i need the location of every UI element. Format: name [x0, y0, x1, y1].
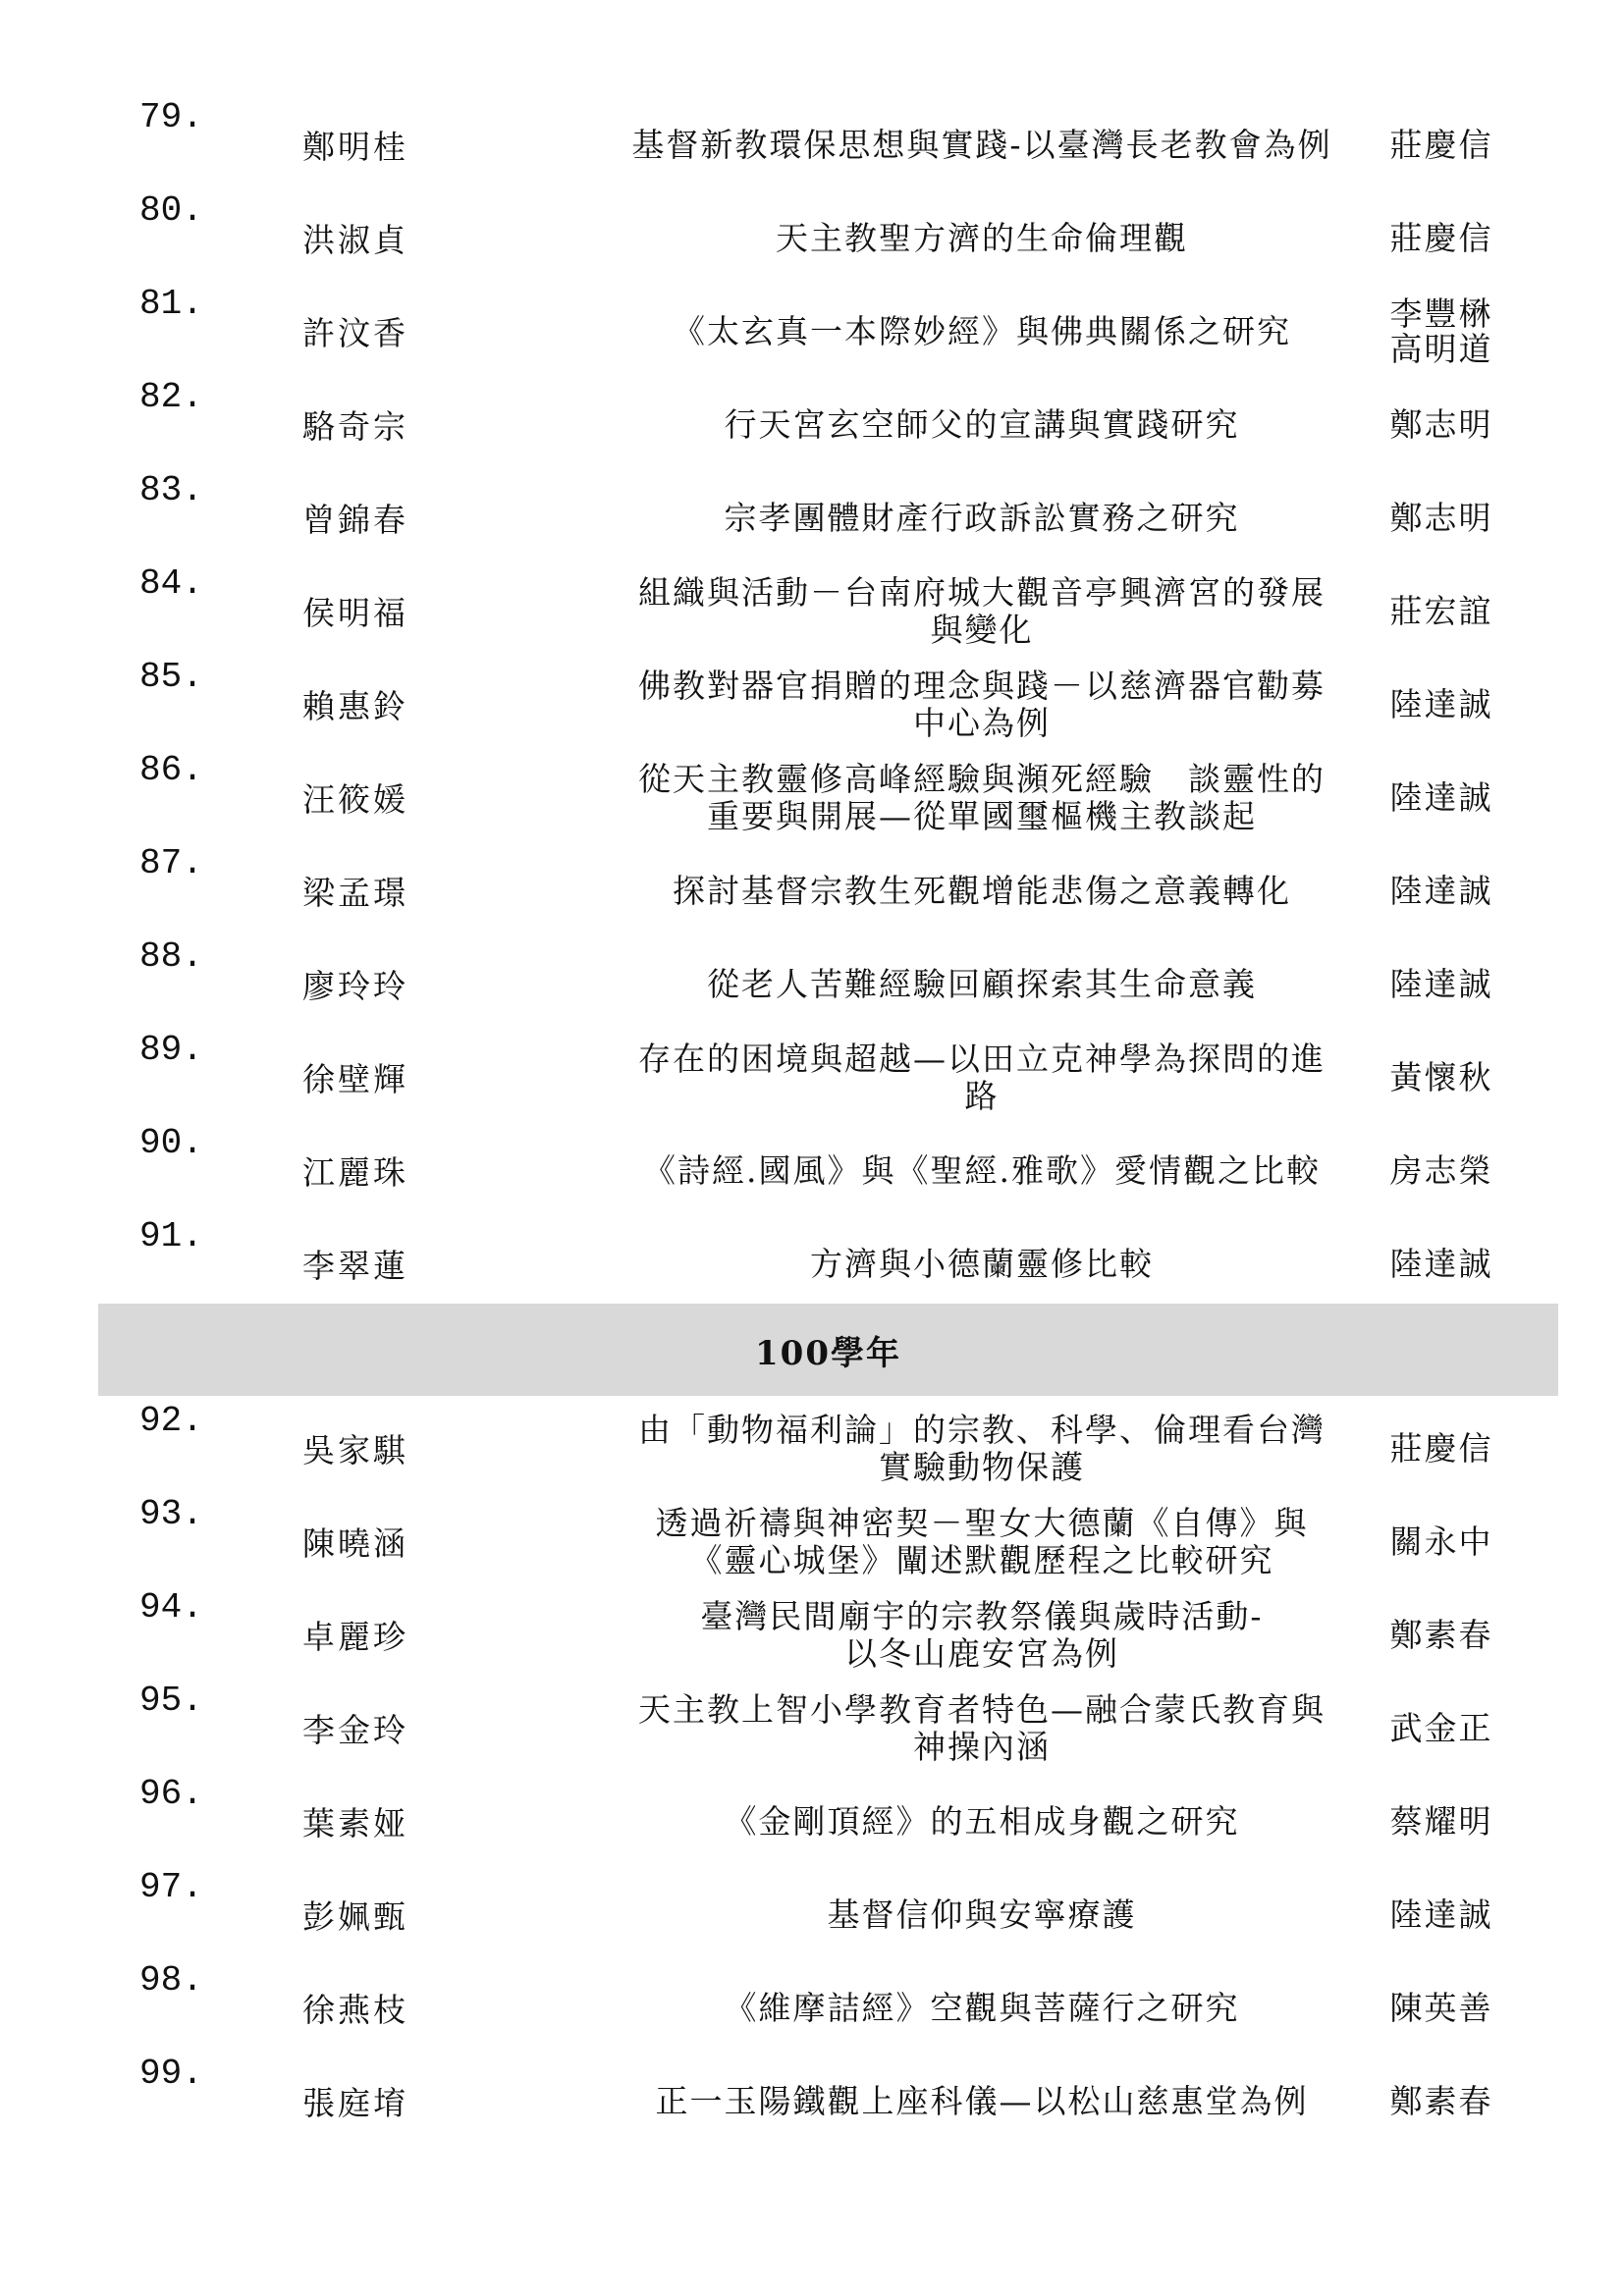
advisor-name: [1353, 751, 1530, 844]
advisor-name-line: 陸達誠: [1389, 964, 1493, 1003]
advisor-name: [1353, 471, 1530, 564]
row-number: 96.: [139, 1774, 203, 1814]
thesis-title-line: 重要與開展—從單國璽樞機主教談起: [707, 796, 1257, 835]
thesis-row: [98, 1124, 1561, 1217]
student-name: 卓麗珍: [302, 1618, 408, 1656]
advisor-name-line: 莊慶信: [1389, 218, 1493, 257]
advisor-name: [1353, 937, 1530, 1031]
thesis-title-line: 《維摩詰經》空觀與菩薩行之研究: [724, 1988, 1240, 2027]
advisor-name: [1353, 1402, 1530, 1495]
advisor-name: [1353, 1031, 1530, 1124]
thesis-row: [98, 1402, 1561, 1495]
thesis-title-line: 基督新教環保思想與實踐-以臺灣長老教會為例: [631, 125, 1332, 164]
thesis-row: [98, 191, 1561, 285]
thesis-title-line: 中心為例: [913, 703, 1051, 742]
thesis-title-line: 從天主教靈修高峰經驗與瀕死經驗 談靈性的: [638, 759, 1326, 798]
thesis-title: [491, 1868, 1473, 1961]
student-name: 廖玲玲: [302, 967, 408, 1005]
advisor-name-line: 房志榮: [1389, 1150, 1493, 1190]
advisor-name-line: 黃懷秋: [1389, 1057, 1493, 1096]
row-number: 91.: [139, 1216, 203, 1256]
student-name: 賴惠鈴: [302, 687, 408, 725]
thesis-title: [491, 751, 1473, 844]
thesis-title: [491, 98, 1473, 191]
advisor-name: [1353, 285, 1530, 378]
thesis-title-line: 天主教聖方濟的生命倫理觀: [776, 218, 1188, 257]
row-number: 95.: [139, 1681, 203, 1721]
thesis-row: [98, 98, 1561, 191]
advisor-name-line: 鄭志明: [1389, 404, 1493, 444]
thesis-title: [491, 1124, 1473, 1217]
thesis-title-line: 《詩經.國風》與《聖經.雅歌》愛情觀之比較: [643, 1150, 1321, 1190]
thesis-title-line: 從老人苦難經驗回顧探索其生命意義: [707, 964, 1257, 1003]
thesis-title-line: 透過祈禱與神密契－聖女大德蘭《自傳》與: [655, 1503, 1309, 1542]
thesis-row: [98, 2055, 1561, 2148]
thesis-row: [98, 1031, 1561, 1124]
thesis-title-line: 天主教上智小學教育者特色—融合蒙氏教育與: [638, 1689, 1326, 1729]
thesis-row: [98, 751, 1561, 844]
thesis-title-line: 路: [964, 1076, 1000, 1115]
advisor-name: [1353, 98, 1530, 191]
row-number: 93.: [139, 1494, 203, 1534]
advisor-name: [1353, 378, 1530, 471]
thesis-title: [491, 1588, 1473, 1682]
advisor-name-line: 陸達誠: [1389, 871, 1493, 910]
thesis-row: [98, 471, 1561, 564]
thesis-title-line: 正一玉陽鐵觀上座科儀—以松山慈惠堂為例: [655, 2081, 1309, 2120]
advisor-name-line: 陸達誠: [1389, 1895, 1493, 1934]
thesis-title: [491, 191, 1473, 285]
advisor-name-line: 鄭素春: [1389, 2081, 1493, 2120]
advisor-name: [1353, 1682, 1530, 1775]
student-name: 汪筱媛: [302, 780, 408, 819]
thesis-row: [98, 658, 1561, 751]
student-name: 張庭堉: [302, 2084, 408, 2122]
advisor-name: [1353, 844, 1530, 937]
thesis-row: [98, 285, 1561, 378]
advisor-name: [1353, 1961, 1530, 2055]
thesis-title: [491, 1031, 1473, 1124]
thesis-title-line: 存在的困境與超越—以田立克神學為探問的進: [638, 1039, 1326, 1078]
row-number: 98.: [139, 1960, 203, 2001]
student-name: 李金玲: [302, 1711, 408, 1749]
row-number: 99.: [139, 2054, 203, 2094]
row-number: 94.: [139, 1587, 203, 1628]
advisor-name-line: 鄭素春: [1389, 1615, 1493, 1654]
thesis-row: [98, 1961, 1561, 2055]
thesis-title: [491, 471, 1473, 564]
student-name: 徐燕枝: [302, 1991, 408, 2029]
thesis-title: [491, 2055, 1473, 2148]
thesis-title-line: 由「動物福利論」的宗教、科學、倫理看台灣: [638, 1410, 1326, 1449]
thesis-row: [98, 1775, 1561, 1868]
thesis-title-line: 宗孝團體財產行政訴訟實務之研究: [724, 498, 1240, 537]
advisor-name: [1353, 1868, 1530, 1961]
thesis-row: [98, 564, 1561, 658]
advisor-name-line: 陳英善: [1389, 1988, 1493, 2027]
thesis-title-line: 行天宮玄空師父的宣講與實踐研究: [724, 404, 1240, 444]
advisor-name: [1353, 1588, 1530, 1682]
thesis-row: [98, 1217, 1561, 1310]
advisor-name-line: 莊慶信: [1389, 1428, 1493, 1468]
thesis-title-line: 與變化: [930, 610, 1034, 649]
row-number: 88.: [139, 936, 203, 977]
row-number: 79.: [139, 97, 203, 137]
thesis-title: [491, 285, 1473, 378]
row-number: 92.: [139, 1401, 203, 1441]
thesis-row: [98, 1868, 1561, 1961]
student-name: 李翠蓮: [302, 1247, 408, 1285]
student-name: 鄭明桂: [302, 128, 408, 166]
student-name: 彭姵甄: [302, 1897, 408, 1936]
student-name: 駱奇宗: [302, 407, 408, 446]
advisor-name-line: 高明道: [1389, 329, 1493, 368]
student-name: 許汶香: [302, 314, 408, 352]
student-name: 梁孟璟: [302, 874, 408, 912]
advisor-name-line: 鄭志明: [1389, 498, 1493, 537]
row-number: 83.: [139, 470, 203, 510]
advisor-name-line: 關永中: [1389, 1522, 1493, 1561]
thesis-title-line: 探討基督宗教生死觀增能悲傷之意義轉化: [673, 871, 1291, 910]
thesis-title-line: 實驗動物保護: [879, 1447, 1085, 1486]
thesis-title-line: 基督信仰與安寧療護: [827, 1895, 1137, 1934]
row-number: 82.: [139, 377, 203, 417]
advisor-name: [1353, 191, 1530, 285]
thesis-title: [491, 937, 1473, 1031]
advisor-name-line: 武金正: [1389, 1708, 1493, 1747]
thesis-title-line: 以冬山鹿安宮為例: [844, 1633, 1119, 1673]
thesis-title-line: 臺灣民間廟宇的宗教祭儀與歲時活動-: [700, 1596, 1264, 1635]
row-number: 90.: [139, 1123, 203, 1163]
thesis-row: [98, 937, 1561, 1031]
row-number: 80.: [139, 190, 203, 231]
academic-year-header: [98, 1304, 1558, 1396]
thesis-row: [98, 844, 1561, 937]
thesis-row: [98, 378, 1561, 471]
advisor-name: [1353, 1124, 1530, 1217]
thesis-title-line: 《靈心城堡》闡述默觀歷程之比較研究: [689, 1540, 1274, 1579]
advisor-name: [1353, 1217, 1530, 1310]
thesis-title: [491, 1217, 1473, 1310]
row-number: 85.: [139, 657, 203, 697]
advisor-name-line: 陸達誠: [1389, 1244, 1493, 1283]
academic-year-label: 100學年: [755, 1333, 901, 1373]
student-name: 洪淑貞: [302, 221, 408, 259]
advisor-name: [1353, 564, 1530, 658]
thesis-title: [491, 1961, 1473, 2055]
student-name: 吳家騏: [302, 1431, 408, 1469]
student-name: 江麗珠: [302, 1153, 408, 1192]
thesis-title-line: 神操內涵: [913, 1727, 1051, 1766]
thesis-title: [491, 658, 1473, 751]
advisor-name-line: 莊宏誼: [1389, 591, 1493, 630]
advisor-name-line: 陸達誠: [1389, 684, 1493, 723]
advisor-name-line: 李豐楙: [1389, 294, 1493, 333]
thesis-row: [98, 1682, 1561, 1775]
advisor-name: [1353, 1775, 1530, 1868]
student-name: 徐壁輝: [302, 1060, 408, 1098]
row-number: 97.: [139, 1867, 203, 1907]
thesis-title: [491, 1775, 1473, 1868]
thesis-title: [491, 378, 1473, 471]
thesis-title: [491, 1682, 1473, 1775]
student-name: 陳曉涵: [302, 1524, 408, 1563]
thesis-row: [98, 1588, 1561, 1682]
thesis-title-line: 組織與活動－台南府城大觀音亭興濟宮的發展: [638, 572, 1326, 612]
thesis-title-line: 《太玄真一本際妙經》與佛典關係之研究: [673, 311, 1291, 350]
row-number: 89.: [139, 1030, 203, 1070]
thesis-title: [491, 564, 1473, 658]
thesis-title-line: 方濟與小德蘭靈修比較: [810, 1244, 1154, 1283]
row-number: 87.: [139, 843, 203, 883]
student-name: 侯明福: [302, 594, 408, 632]
row-number: 84.: [139, 563, 203, 604]
row-number: 86.: [139, 750, 203, 790]
row-number: 81.: [139, 284, 203, 324]
student-name: 曾錦春: [302, 501, 408, 539]
advisor-name: [1353, 1495, 1530, 1588]
advisor-name-line: 陸達誠: [1389, 777, 1493, 817]
thesis-title: [491, 1402, 1473, 1495]
thesis-title-line: 《金剛頂經》的五相成身觀之研究: [724, 1801, 1240, 1841]
advisor-name-line: 蔡耀明: [1389, 1801, 1493, 1841]
advisor-name-line: 莊慶信: [1389, 125, 1493, 164]
student-name: 葉素娅: [302, 1804, 408, 1842]
advisor-name: [1353, 658, 1530, 751]
thesis-row: [98, 1495, 1561, 1588]
advisor-name: [1353, 2055, 1530, 2148]
thesis-title-line: 佛教對器官捐贈的理念與踐－以慈濟器官勸募: [638, 666, 1326, 705]
thesis-title: [491, 1495, 1473, 1588]
thesis-title: [491, 844, 1473, 937]
